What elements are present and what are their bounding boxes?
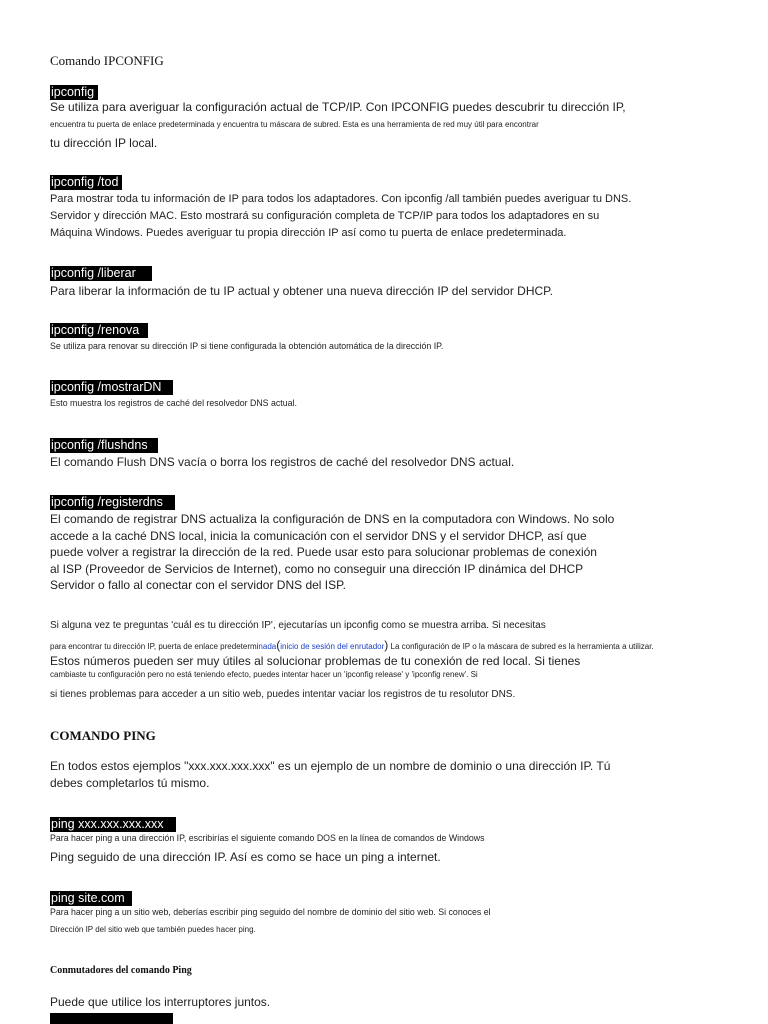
text-line: El comando de registrar DNS actualiza la configuración de DNS en la computadora con Windows. No solo	[50, 512, 615, 526]
text-line: Servidor y dirección MAC. Esto mostrará su configuración completa de TCP/IP para todos los adaptadores en su	[50, 210, 600, 222]
command-ping-ip: ping xxx.xxx.xxx.xxx	[50, 817, 176, 832]
command-ipconfig-all: ipconfig /tod	[50, 175, 122, 190]
text-line: encuentra tu puerta de enlace predeterminada y encuentra tu máscara de subred. Esta es una herramienta de red muy útil para encontrar	[50, 120, 539, 129]
command-label	[50, 266, 152, 286]
command-ipconfig-registerdns: ipconfig /registerdns	[50, 495, 175, 510]
text-line: cambiaste tu configuración pero no está teniendo efecto, puedes intentar hacer un 'ipconfig release' y 'ipconfig renew'. Si	[50, 670, 478, 679]
text-fragment: La configuración de IP o la máscara de subred es la herramienta a utilizar.	[388, 642, 654, 651]
text-line: accede a la caché DNS local, inicia la comunicación con el servidor DNS y el servidor DHCP, así que	[50, 529, 587, 543]
text-line: Se utiliza para renovar su dirección IP si tiene configurada la obtención automática de la dirección IP.	[50, 341, 444, 351]
text-fragment: (	[276, 638, 281, 652]
text-line: debes completarlos tú mismo.	[50, 776, 210, 790]
text-line: Para hacer ping a una dirección IP, escribirías el siguiente comando DOS en la línea de comandos de Windows	[50, 833, 485, 843]
text-line: Puede que utilice los interruptores juntos.	[50, 995, 271, 1009]
text-line: Estos números pueden ser muy útiles al solucionar problemas de tu conexión de red local. Si tienes	[50, 654, 581, 668]
text-line: Para hacer ping a un sitio web, deberías escribir ping seguido del nombre de dominio del sitio web. Si conoces el	[50, 907, 491, 917]
section-title-ping-switches: Conmutadores del comando Ping	[50, 965, 192, 976]
command-ipconfig: ipconfig	[50, 85, 98, 100]
command-label	[50, 323, 148, 343]
text-line: puede volver a registrar la dirección de la red. Puede usar esto para solucionar problemas de conexión	[50, 545, 597, 559]
text-fragment: nada	[258, 642, 277, 651]
command-label-cut-off	[50, 1013, 173, 1024]
command-ipconfig-release: ipconfig /liberar	[50, 266, 152, 281]
text-line: si tienes problemas para acceder a un sitio web, puedes intentar vaciar los registros de tu resolutor DNS.	[50, 689, 516, 700]
text-line: Para mostrar toda tu información de IP para todos los adaptadores. Con ipconfig /all también puedes averiguar tu DNS.	[50, 193, 632, 205]
section-title-ping: COMANDO PING	[50, 728, 156, 743]
text-line: Se utiliza para averiguar la configuración actual de TCP/IP. Con IPCONFIG puedes descubrir tu dirección IP,	[50, 100, 626, 114]
text-line: Para liberar la información de tu IP actual y obtener una nueva dirección IP del servidor DHCP.	[50, 284, 553, 298]
text-line	[50, 640, 654, 652]
command-label	[50, 380, 173, 400]
text-line: Ping seguido de una dirección IP. Así es como se hace un ping a internet.	[50, 850, 441, 864]
text-fragment: para encontrar tu dirección IP, puerta de enlace predetermi	[50, 642, 259, 651]
text-line: Esto muestra los registros de caché del resolvedor DNS actual.	[50, 398, 297, 408]
text-line: Servidor o fallo al conectar con el servidor DNS del ISP.	[50, 578, 346, 592]
text-fragment: )	[384, 638, 389, 652]
text-line: El comando Flush DNS vacía o borra los registros de caché del resolvedor DNS actual.	[50, 455, 515, 469]
text-line: En todos estos ejemplos "xxx.xxx.xxx.xxx" es un ejemplo de un nombre de dominio o una dirección IP. Tú	[50, 759, 611, 773]
text-line: tu dirección IP local.	[50, 136, 158, 150]
text-line: al ISP (Proveedor de Servicios de Internet), como no conseguir una dirección IP dinámica del DHCP	[50, 562, 584, 576]
section-title-ipconfig: Comando IPCONFIG	[50, 53, 164, 68]
text-line: Dirección IP del sitio web que también puedes hacer ping.	[50, 925, 256, 934]
command-ipconfig-renew: ipconfig /renova	[50, 323, 148, 338]
router-login-link[interactable]: inicio de sesión del enrutador	[280, 642, 385, 651]
command-ipconfig-displaydns: ipconfig /mostrarDN	[50, 380, 173, 395]
command-ping-site: ping site.com	[50, 891, 132, 906]
text-line: Máquina Windows. Puedes averiguar tu propia dirección IP así como tu puerta de enlace predeterminada.	[50, 227, 567, 239]
text-line: Si alguna vez te preguntas 'cuál es tu dirección IP', ejecutarías un ipconfig como se muestra arriba. Si necesitas	[50, 620, 546, 631]
command-ipconfig-flushdns: ipconfig /flushdns	[50, 438, 158, 453]
